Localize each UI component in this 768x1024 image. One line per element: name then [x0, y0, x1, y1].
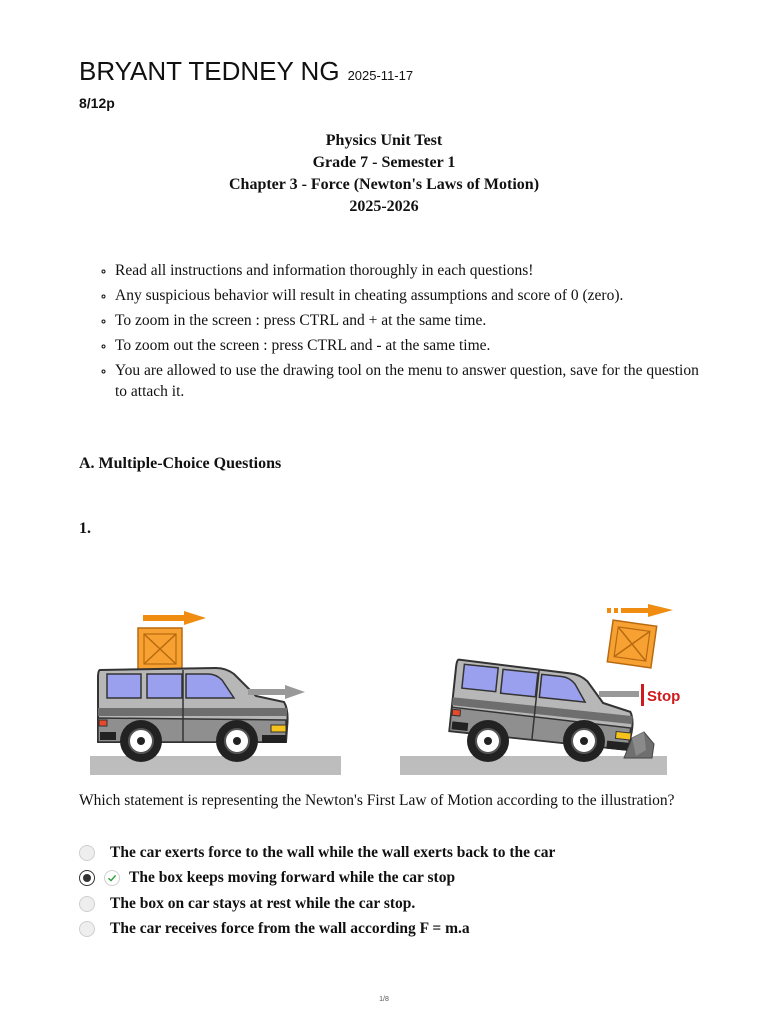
answer-options [79, 840, 555, 942]
stop-label: Stop [647, 688, 681, 705]
answer-option[interactable] [79, 917, 555, 943]
test-year: 2025-2026 [349, 198, 419, 215]
radio-selected-icon[interactable] [79, 870, 95, 886]
submission-date: 2025-11-17 [347, 68, 414, 83]
score: 8/12p [79, 95, 115, 111]
test-header [0, 130, 768, 218]
car-stop-illustration [396, 560, 686, 780]
page-number: 1/8 [379, 996, 389, 1003]
instructions-list [97, 260, 705, 406]
radio-icon[interactable] [79, 896, 95, 912]
radio-icon[interactable] [79, 921, 95, 937]
option-label: The car exerts force to the wall while the wall exerts back to the car [110, 843, 556, 861]
option-label: The box on car stays at rest while the car stop. [110, 894, 416, 912]
instruction-item: ◦ Read all instructions and information thoroughly in each questions! [115, 260, 705, 281]
instruction-item: ◦ You are allowed to use the drawing tool on the menu to answer question, save for the question to attach it. [115, 360, 705, 402]
instruction-item: ◦ Any suspicious behavior will result in cheating assumptions and score of 0 (zero). [115, 285, 705, 306]
answer-option[interactable] [79, 891, 555, 917]
radio-icon[interactable] [79, 845, 95, 861]
question-text: Which statement is representing the Newton's First Law of Motion according to the illustration? [79, 792, 675, 809]
instruction-item: ◦ To zoom out the screen : press CTRL and - at the same time. [115, 335, 705, 356]
option-label: The box keeps moving forward while the car stop [129, 869, 456, 887]
car-moving-illustration [86, 560, 346, 780]
instruction-item: ◦ To zoom in the screen : press CTRL and + at the same time. [115, 310, 705, 331]
student-name: BRYANT TEDNEY NG [79, 56, 340, 86]
test-title: Physics Unit Test [325, 132, 443, 149]
question-number: 1. [79, 520, 91, 537]
section-title: A. Multiple-Choice Questions [79, 455, 282, 472]
answer-option[interactable] [79, 840, 555, 866]
answer-option-selected[interactable] [79, 866, 555, 892]
student-header [79, 56, 413, 87]
option-label: The car receives force from the wall according F = m.a [110, 920, 470, 938]
test-grade: Grade 7 - Semester 1 [312, 154, 456, 171]
test-chapter: Chapter 3 - Force (Newton's Laws of Motion) [228, 176, 540, 193]
check-icon [104, 870, 120, 886]
